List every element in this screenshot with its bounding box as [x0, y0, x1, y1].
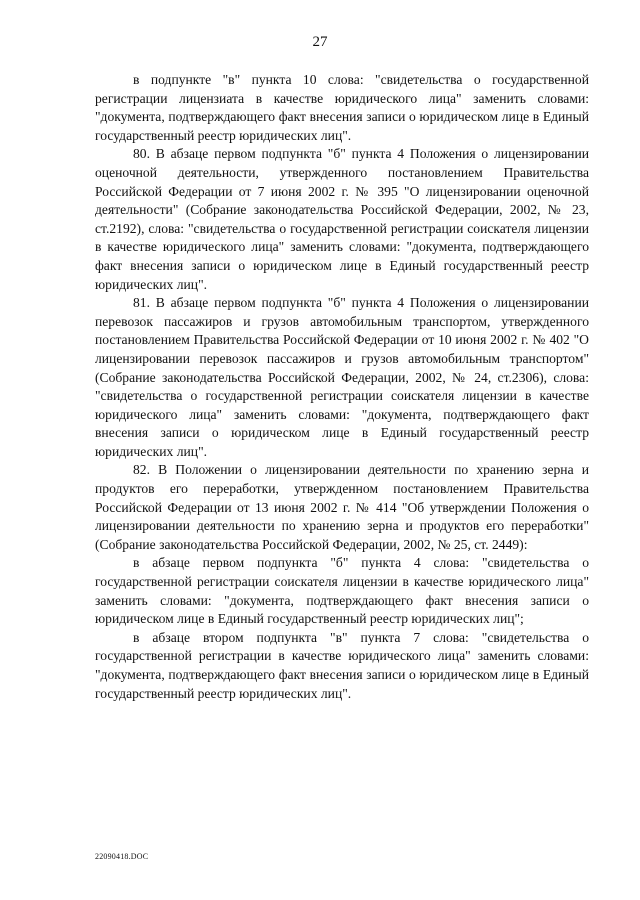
document-body	[95, 71, 589, 703]
paragraph-82-subitem-v: в абзаце втором подпункта "в" пункта 7 слова: "свидетельства о государственной регистрации в качестве юридического лица" заменить словами: "документа, подтверждающего факт внесения записи о юридическом лице в Единый государственный реестр юридических лиц".	[95, 629, 589, 701]
paragraph-subpoint-v-item-10: в подпункте "в" пункта 10 слова: "свидетельства о государственной регистрации лицензиата в качестве юридического лица" заменить словами: "документа, подтверждающего факт внесения записи о юридическом лице в Единый государственный реестр юридических лиц".	[95, 72, 589, 143]
paragraph-81: 81. В абзаце первом подпункта "б" пункта 4 Положения о лицензировании перевозок пассажиров и грузов автомобильным транспортом, утвержденного постановлением Правительства Российской Федерации от 10 июня 2002 г. № 402 "О лицензировании перевозок пассажиров и грузов автомобильным транспортом" (Собрание законодательства Российской Федерации, 2002, № 24, ст.2306), слова: "свидетельства о государственной регистрации соискателя лицензии в качестве юридического лица" заменить словами: "документа, подтверждающего факт внесения записи о юридическом лице в Единый государственный реестр юридических лиц".	[95, 295, 589, 459]
paragraph-82: 82. В Положении о лицензировании деятельности по хранению зерна и продуктов его переработки, утвержденном постановлением Правительства Российской Федерации от 13 июня 2002 г. № 414 "Об утверждении Положения о лицензировании деятельности по хранению зерна и продуктов его переработки" (Собрание законодательства Российской Федерации, 2002, № 25, ст. 2449):	[95, 462, 589, 552]
page-number: 27	[312, 34, 328, 50]
paragraph-80: 80. В абзаце первом подпункта "б" пункта 4 Положения о лицензировании оценочной деятельности, утвержденного постановлением Правительства Российской Федерации от 7 июня 2002 г. № 395 "О лицензировании оценочной деятельности" (Собрание законодательства Российской Федерации, 2002, № 23, ст.2192), слова: "свидетельства о государственной регистрации соискателя лицензии в качестве юридического лица" заменить словами: "документа, подтверждающего факт внесения записи о юридическом лице в Единый государственный реестр юридических лиц".	[95, 146, 589, 292]
paragraph-82-subitem-b: в абзаце первом подпункта "б" пункта 4 слова: "свидетельства о государственной регистрации соискателя лицензии в качестве юридического лица" заменить словами: "документа, подтверждающего факт внесения записи о юридическом лице в Единый государственный реестр юридических лиц";	[95, 555, 589, 627]
document-file-code: 22090418.DOC	[95, 852, 149, 861]
